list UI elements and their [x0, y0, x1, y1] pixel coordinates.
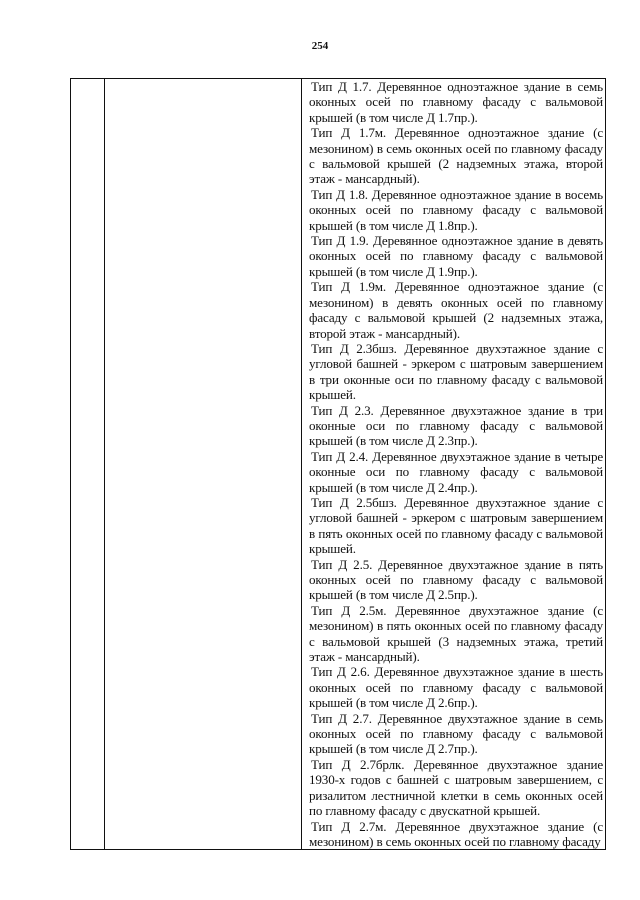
- building-type-entry: Тип Д 1.8. Деревянное одноэтажное здание в восемь оконных осей по главному фасаду с вальмовой крышей (в том числе Д 1.8пр.).: [309, 186, 603, 233]
- building-type-entry: Тип Д 1.9. Деревянное одноэтажное здание в девять оконных осей по главному фасаду с вальмовой крышей (в том числе Д 1.9пр.).: [309, 233, 603, 279]
- building-type-entry: Тип Д 2.5м. Деревянное двухэтажное здание (с мезонином) в пять оконных осей по главному фасаду с вальмовой крышей (3 надземных этажа, третий этаж - мансардный).: [309, 602, 603, 665]
- page-number: 254: [311, 40, 329, 52]
- table-row: [71, 79, 606, 850]
- building-type-entry: Тип Д 2.5бшз. Деревянное двухэтажное здание с угловой башней - эркером с шатровым завершением в пять оконных осей по главному фасаду с вальмовой крышей.: [309, 494, 603, 557]
- building-types-table: [70, 78, 606, 850]
- building-type-entry: Тип Д 1.7м. Деревянное одноэтажное здание (с мезонином) в семь оконных осей по главному фасаду с вальмовой крышей (2 надземных этажа, второй этаж - мансардный).: [309, 125, 603, 187]
- building-type-entry: Тип Д 2.7. Деревянное двухэтажное здание в семь оконных осей по главному фасаду с вальмовой крышей (в том числе Д 2.7пр.).: [309, 710, 603, 757]
- building-type-entry: Тип Д 1.7. Деревянное одноэтажное здание в семь оконных осей по главному фасаду с вальмовой крышей (в том числе Д 1.7пр.).: [309, 79, 603, 125]
- building-type-entry: Тип Д 2.7брлк. Деревянное двухэтажное здание 1930-х годов с башней с шатровым завершением, с ризалитом лестничной клетки в семь оконных осей по главному фасаду с двускатной крышей.: [309, 756, 603, 819]
- building-type-entry: Тип Д 2.3. Деревянное двухэтажное здание в три оконные оси по главному фасаду с вальмовой крышей (в том числе Д 2.3пр.).: [309, 402, 603, 449]
- building-type-entry: Тип Д 2.3бшз. Деревянное двухэтажное здание с угловой башней - эркером с шатровым завершением в три оконные оси по главному фасаду с вальмовой крышей.: [309, 340, 603, 403]
- building-type-entry: Тип Д 2.5. Деревянное двухэтажное здание в пять оконных осей по главному фасаду с вальмовой крышей (в том числе Д 2.5пр.).: [309, 556, 603, 603]
- table-cell-descriptions: [302, 79, 606, 850]
- building-type-entry: Тип Д 1.9м. Деревянное одноэтажное здание (с мезонином) в девять оконных осей по главному фасаду с вальмовой крышей (2 надземных этажа, второй этаж - мансардный).: [309, 279, 603, 341]
- building-type-entry: Тип Д 2.4. Деревянное двухэтажное здание в четыре оконные оси по главному фасаду с вальмовой крышей (в том числе Д 2.4пр.).: [309, 448, 603, 495]
- building-type-entry: Тип Д 2.6. Деревянное двухэтажное здание в шесть оконных осей по главному фасаду с вальмовой крышей (в том числе Д 2.6пр.).: [309, 664, 603, 711]
- building-type-entry: Тип Д 2.7м. Деревянное двухэтажное здание (с мезонином) в семь оконных осей по главному фасаду: [309, 818, 603, 849]
- table-cell-blank: [105, 79, 302, 850]
- table-cell-index: [71, 79, 105, 850]
